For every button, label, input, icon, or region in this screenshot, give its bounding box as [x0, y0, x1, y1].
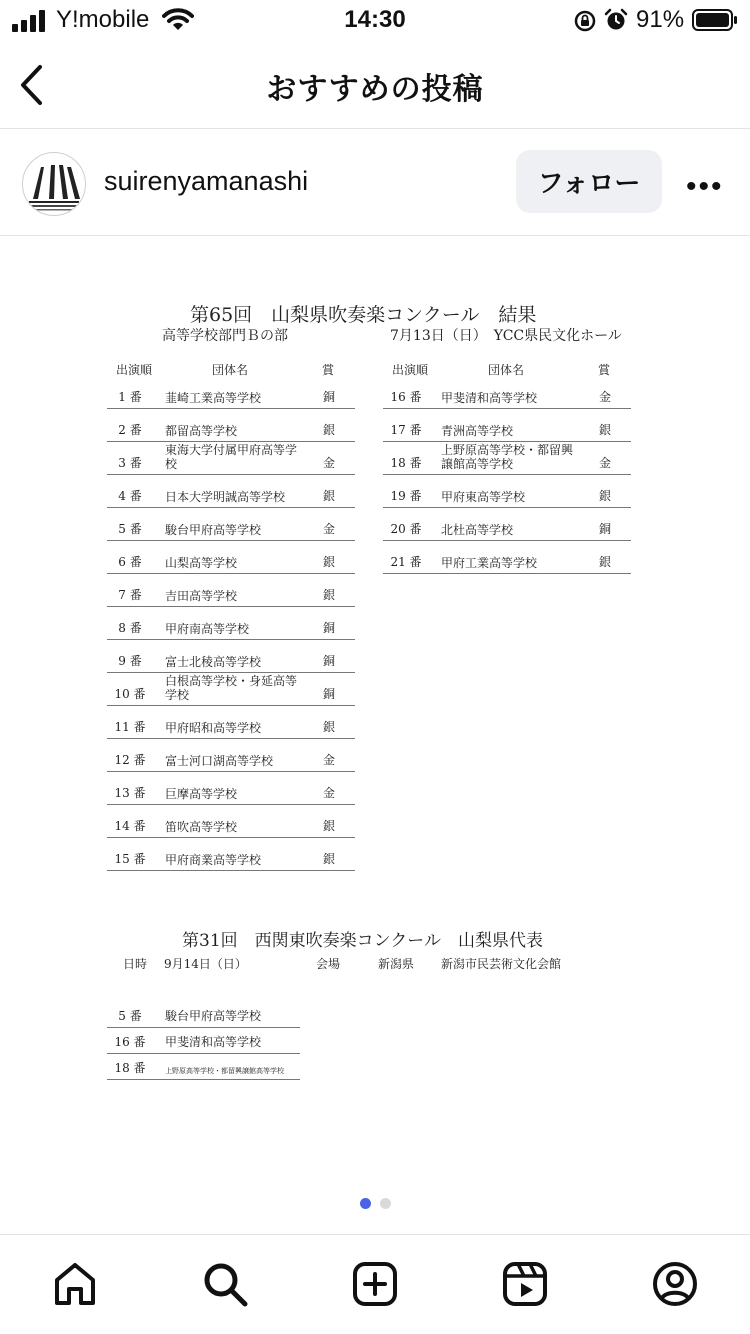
table-row: 5 番 駿台甲府高等学校 金 — [107, 508, 355, 541]
section2-date: 9月14日（日） — [164, 957, 247, 971]
col-header-order: 出演順 — [116, 363, 153, 377]
doc-division: 高等学校部門Ｂの部 — [162, 328, 288, 344]
table-row: 14 番 笛吹高等学校 銀 — [107, 805, 355, 838]
list-item: 18 番 上野原高等学校・都留興譲館高等学校 — [107, 1055, 300, 1080]
col-header-group: 団体名 — [212, 363, 249, 377]
table-row: 9 番 富士北稜高等学校 銅 — [107, 640, 355, 673]
clock: 14:30 — [344, 6, 406, 33]
tab-home[interactable] — [47, 1256, 103, 1312]
header-divider — [0, 128, 750, 129]
carousel-dot-active — [360, 1198, 371, 1209]
table-row: 18 番 上野原高等学校・都留興譲館高等学校 金 — [383, 442, 631, 475]
section2-date-label: 日時 — [123, 957, 148, 971]
battery-icon — [692, 9, 738, 31]
tab-bar-divider — [0, 1234, 750, 1235]
home-icon — [51, 1260, 99, 1308]
table-row: 17 番 青洲高等学校 銀 — [383, 409, 631, 442]
table-row: 4 番 日本大学明誠高等学校 銀 — [107, 475, 355, 508]
table-row: 20 番 北杜高等学校 銅 — [383, 508, 631, 541]
list-item: 5 番 駿台甲府高等学校 — [107, 1003, 300, 1028]
tab-profile[interactable] — [647, 1256, 703, 1312]
doc-date-venue: 7月13日（日） YCC県民文化ホール — [390, 328, 622, 344]
tab-reels[interactable] — [497, 1256, 553, 1312]
create-post-icon — [351, 1260, 399, 1308]
avatar[interactable] — [22, 152, 86, 216]
more-options-icon[interactable]: ••• — [686, 170, 724, 203]
section2-title: 第31回 西関東吹奏楽コンクール 山梨県代表 — [182, 931, 543, 951]
table-row: 16 番 甲斐清和高等学校 金 — [383, 376, 631, 409]
username-link[interactable]: suirenyamanashi — [104, 166, 309, 196]
col-header-award: 賞 — [598, 363, 611, 377]
table-row: 21 番 甲府工業高等学校 銀 — [383, 541, 631, 574]
search-icon — [201, 1260, 249, 1308]
status-bar — [0, 0, 750, 44]
follow-button[interactable]: フォロー — [516, 150, 662, 213]
col-header-award: 賞 — [322, 363, 335, 377]
table-row: 11 番 甲府昭和高等学校 銀 — [107, 706, 355, 739]
reels-icon — [501, 1260, 549, 1308]
table-row: 7 番 吉田高等学校 銀 — [107, 574, 355, 607]
col-header-order: 出演順 — [392, 363, 429, 377]
post-image[interactable] — [0, 236, 750, 1186]
table-row: 6 番 山梨高等学校 銀 — [107, 541, 355, 574]
doc-title: 第65回 山梨県吹奏楽コンクール 結果 — [190, 304, 537, 326]
col-header-group: 団体名 — [488, 363, 525, 377]
table-row: 8 番 甲府南高等学校 銅 — [107, 607, 355, 640]
battery-percent: 91% — [636, 6, 685, 33]
carrier-name: Y!mobile — [56, 6, 150, 33]
table-row: 3 番 東海大学付属甲府高等学校 金 — [107, 442, 355, 475]
carousel-dot — [380, 1198, 391, 1209]
tab-create[interactable] — [347, 1256, 403, 1312]
account-logo — [23, 153, 85, 215]
table-row: 15 番 甲府商業高等学校 銀 — [107, 838, 355, 871]
section2-venue-pref: 新潟県 — [378, 957, 415, 971]
table-row: 12 番 富士河口湖高等学校 金 — [107, 739, 355, 772]
table-row: 13 番 巨摩高等学校 金 — [107, 772, 355, 805]
table-row: 2 番 都留高等学校 銀 — [107, 409, 355, 442]
profile-icon — [651, 1260, 699, 1308]
orientation-lock-icon — [574, 10, 596, 32]
table-row: 19 番 甲府東高等学校 銀 — [383, 475, 631, 508]
section2-venue: 新潟市民芸術文化会館 — [441, 957, 562, 971]
table-row: 10 番 白根高等学校・身延高等学校 銅 — [107, 673, 355, 706]
alarm-icon — [604, 8, 628, 32]
page-title: おすすめの投稿 — [266, 73, 484, 106]
list-item: 16 番 甲斐清和高等学校 — [107, 1029, 300, 1054]
tab-search[interactable] — [197, 1256, 253, 1312]
table-row: 1 番 韮崎工業高等学校 銅 — [107, 376, 355, 409]
section2-venue-label: 会場 — [316, 957, 341, 971]
